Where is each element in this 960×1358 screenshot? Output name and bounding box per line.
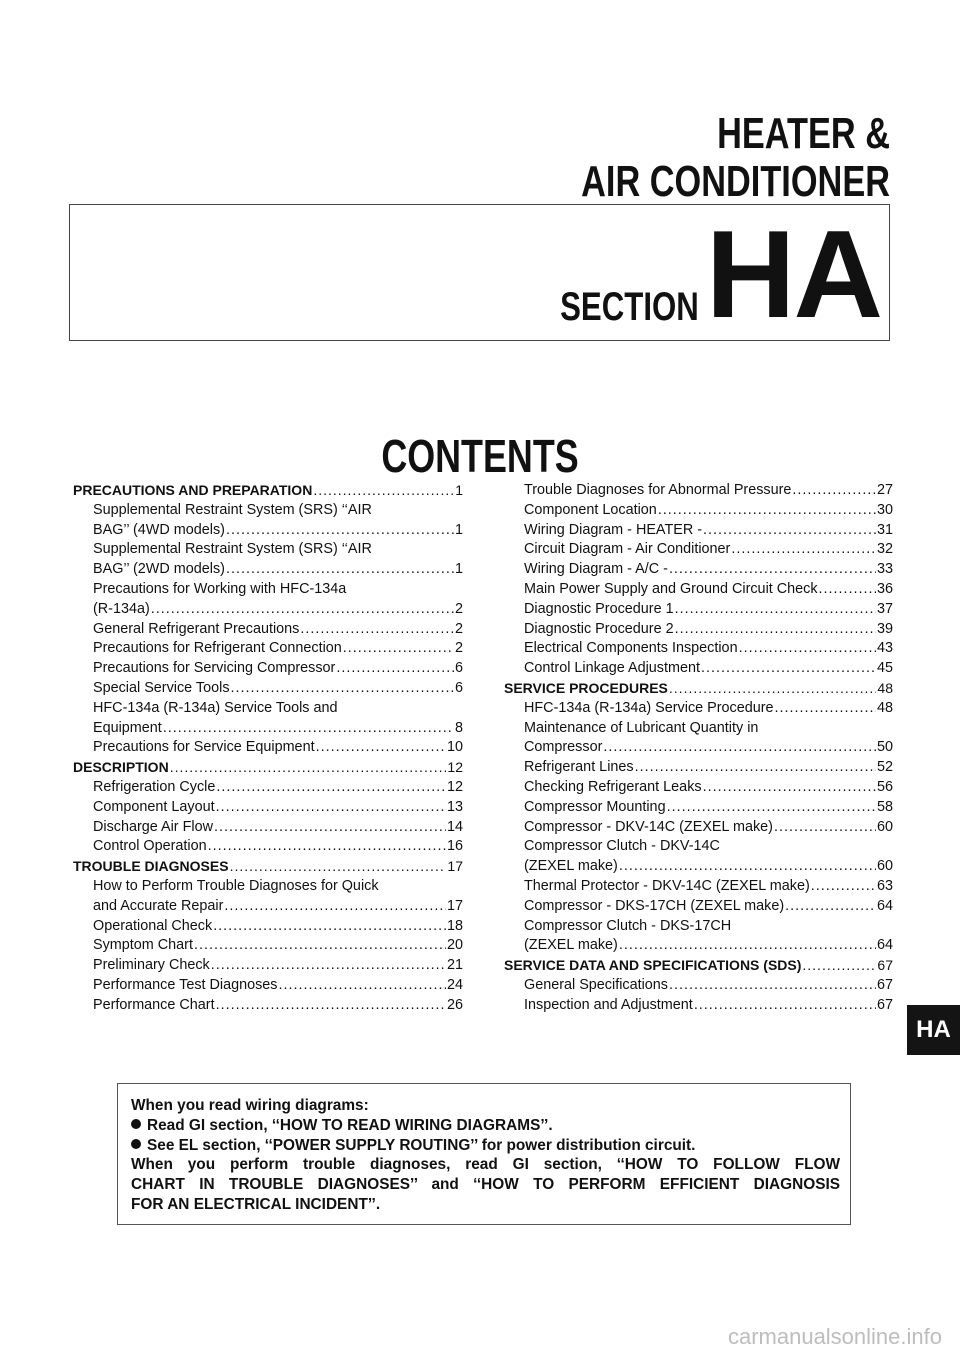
bullet-icon <box>131 1139 141 1149</box>
toc-entry[interactable] <box>73 620 463 640</box>
toc-leader-dots <box>811 877 876 897</box>
toc-leader-dots <box>703 778 876 798</box>
toc-entry-title: Control Operation <box>93 838 207 855</box>
toc-entry-title: Compressor - DKS-17CH (ZEXEL make) <box>524 897 785 914</box>
note-line-5: CHART IN TROUBLE DIAGNOSES’’ and ‘‘HOW TO PERFORM EFFICIENT DIAGNOSIS <box>131 1176 840 1194</box>
toc-entry-title: Checking Refrigerant Leaks <box>524 778 702 795</box>
toc-leader-dots <box>163 719 454 739</box>
toc-entry[interactable] <box>504 620 893 640</box>
wiring-diagram-note <box>117 1083 851 1225</box>
toc-entry[interactable] <box>73 976 463 996</box>
toc-entry-page: 14 <box>446 818 463 835</box>
toc-entry[interactable] <box>504 540 893 560</box>
toc-entry-title: Performance Chart <box>93 996 215 1013</box>
toc-leader-dots <box>214 818 446 838</box>
title-line-2: AIR CONDITIONER <box>581 157 890 206</box>
toc-entry-page: 17 <box>447 858 463 875</box>
toc-entry-title: Preliminary Check <box>93 957 210 974</box>
toc-entry-title: HFC-134a (R-134a) Service Tools and <box>93 699 338 716</box>
toc-entry[interactable] <box>504 996 893 1016</box>
toc-entry-page: 52 <box>876 759 893 776</box>
toc-entry[interactable] <box>73 818 463 838</box>
toc-entry[interactable] <box>504 659 893 679</box>
toc-entry-page: 18 <box>446 917 463 934</box>
toc-entry[interactable] <box>504 837 893 857</box>
toc-entry[interactable] <box>73 600 463 620</box>
toc-entry[interactable] <box>73 580 463 600</box>
toc-entry[interactable] <box>504 719 893 739</box>
toc-entry[interactable] <box>504 560 893 580</box>
toc-entry-page: 16 <box>446 838 463 855</box>
note-line-6: FOR AN ELECTRICAL INCIDENT’’. <box>131 1195 381 1213</box>
toc-entry[interactable] <box>504 798 893 818</box>
toc-leader-dots <box>669 976 876 996</box>
toc-entry-title: Wiring Diagram - HEATER - <box>524 521 703 538</box>
toc-entry-title: Discharge Air Flow <box>93 818 213 835</box>
note-bullet-1 <box>131 1116 840 1136</box>
section-banner <box>69 204 890 344</box>
toc-leader-dots <box>208 837 446 857</box>
toc-entry-title: PRECAUTIONS AND PREPARATION <box>73 482 313 498</box>
toc-leader-dots <box>658 501 876 521</box>
toc-entry[interactable] <box>73 778 463 798</box>
toc-entry-title: (ZEXEL make) <box>524 937 618 954</box>
toc-leader-dots <box>739 639 876 659</box>
toc-entry-title: BAG’’ (4WD models) <box>93 521 225 538</box>
toc-entry-title: Precautions for Refrigerant Connection <box>93 640 342 657</box>
toc-entry-page: 64 <box>876 937 893 954</box>
toc-leader-dots <box>226 560 454 580</box>
toc-leader-dots <box>675 600 876 620</box>
toc-entry-page: 2 <box>454 600 463 617</box>
toc-entry-page: 30 <box>876 501 893 518</box>
toc-left-column <box>73 481 463 1016</box>
toc-entry-page: 50 <box>876 739 893 756</box>
toc-entry[interactable] <box>504 818 893 838</box>
toc-leader-dots <box>675 620 876 640</box>
toc-entry-title: Main Power Supply and Ground Circuit Check <box>524 580 818 597</box>
toc-leader-dots <box>343 639 454 659</box>
toc-entry-page: 10 <box>446 739 463 756</box>
toc-entry-title: Trouble Diagnoses for Abnormal Pressure <box>524 482 792 498</box>
toc-entry-page: 37 <box>876 600 893 617</box>
toc-entry-page: 1 <box>454 561 463 578</box>
toc-entry[interactable] <box>73 501 463 521</box>
toc-entry-title: Maintenance of Lubricant Quantity in <box>524 719 759 736</box>
watermark-text: carmanualsonline.info <box>727 1324 942 1349</box>
toc-entry[interactable] <box>73 699 463 719</box>
toc-entry[interactable] <box>504 917 893 937</box>
toc-entry[interactable] <box>504 481 893 501</box>
toc-entry[interactable] <box>504 897 893 917</box>
toc-entry-title: Electrical Components Inspection <box>524 640 738 657</box>
toc-leader-dots <box>731 540 876 560</box>
toc-entry-page: 67 <box>877 957 893 974</box>
toc-entry-title: (ZEXEL make) <box>524 858 618 875</box>
toc-entry-title: How to Perform Trouble Diagnoses for Quick <box>93 877 379 894</box>
toc-leader-dots <box>300 620 454 640</box>
note-bullet-2-text: See EL section, ‘‘POWER SUPPLY ROUTING’’ for power distribution circuit. <box>147 1136 696 1154</box>
toc-leader-dots <box>216 996 446 1016</box>
toc-entry-page: 60 <box>876 858 893 875</box>
bullet-icon <box>131 1119 141 1129</box>
toc-entry-title: Precautions for Servicing Compressor <box>93 660 336 677</box>
toc-leader-dots <box>819 580 876 600</box>
note-line-1: When you read wiring diagrams: <box>131 1097 369 1114</box>
toc-leader-dots <box>313 481 454 501</box>
toc-entry-page: 36 <box>876 580 893 597</box>
toc-entry-title: SERVICE PROCEDURES <box>504 679 668 696</box>
toc-entry[interactable] <box>504 600 893 620</box>
toc-leader-dots <box>336 659 454 679</box>
toc-leader-dots <box>635 758 876 778</box>
toc-entry-title: Wiring Diagram - A/C - <box>524 561 668 578</box>
toc-entry[interactable] <box>504 758 893 778</box>
toc-leader-dots <box>194 936 446 956</box>
toc-entry-title: Special Service Tools <box>93 679 230 696</box>
toc-entry-title: Refrigerant Lines <box>524 759 634 776</box>
toc-entry-page: 32 <box>876 541 893 558</box>
toc-leader-dots <box>694 996 876 1016</box>
toc-entry[interactable] <box>73 639 463 659</box>
toc-leader-dots <box>279 976 446 996</box>
toc-entry-title: Symptom Chart <box>93 937 193 954</box>
toc-entry-page: 45 <box>876 660 893 677</box>
toc-entry-title: Circuit Diagram - Air Conditioner <box>524 541 731 558</box>
toc-entry-title: Performance Test Diagnoses <box>93 976 278 993</box>
toc-entry[interactable] <box>73 481 463 501</box>
toc-leader-dots <box>170 758 447 778</box>
toc-entry-page: 27 <box>876 482 893 498</box>
toc-leader-dots <box>231 679 454 699</box>
note-bullet-2 <box>131 1136 840 1156</box>
toc-entry[interactable] <box>73 738 463 758</box>
note-bullet-1-text: Read GI section, ‘‘HOW TO READ WIRING DIAGRAMS’’. <box>147 1116 553 1134</box>
toc-entry-title: Precautions for Working with HFC-134a <box>93 580 347 597</box>
toc-entry-title: Compressor Clutch - DKV-14C <box>524 838 720 855</box>
toc-entry-page: 48 <box>876 699 893 716</box>
toc-entry-page: 13 <box>446 798 463 815</box>
toc-entry-title: Control Linkage Adjustment <box>524 660 700 677</box>
toc-entry[interactable] <box>504 580 893 600</box>
toc-entry-title: Compressor <box>524 739 603 756</box>
toc-entry-title: Operational Check <box>93 917 213 934</box>
toc-entry-page: 12 <box>447 759 463 776</box>
toc-entry[interactable] <box>504 738 893 758</box>
toc-leader-dots <box>775 699 876 719</box>
toc-entry[interactable] <box>73 917 463 937</box>
toc-entry-page: 1 <box>455 482 463 498</box>
toc-entry-page: 67 <box>876 996 893 1013</box>
toc-entry[interactable] <box>504 857 893 877</box>
toc-entry-title: Diagnostic Procedure 1 <box>524 600 674 617</box>
toc-right-column <box>504 481 893 1016</box>
toc-entry[interactable] <box>504 639 893 659</box>
toc-leader-dots <box>669 560 876 580</box>
toc-leader-dots <box>703 521 876 541</box>
toc-entry[interactable] <box>73 877 463 897</box>
toc-entry-title: and Accurate Repair <box>93 897 224 914</box>
toc-entry-page: 26 <box>446 996 463 1013</box>
toc-leader-dots <box>774 818 876 838</box>
toc-entry-page: 67 <box>876 976 893 993</box>
toc-entry-page: 31 <box>876 521 893 538</box>
toc-entry-page: 12 <box>446 778 463 795</box>
toc-entry-page: 48 <box>877 679 893 696</box>
toc-leader-dots <box>669 679 877 699</box>
toc-entry-title: Compressor Mounting <box>524 798 666 815</box>
toc-leader-dots <box>230 857 447 877</box>
toc-entry-title: BAG’’ (2WD models) <box>93 561 225 578</box>
toc-entry-page: 33 <box>876 561 893 578</box>
toc-leader-dots <box>619 936 876 956</box>
toc-entry-title: Thermal Protector - DKV-14C (ZEXEL make) <box>524 877 810 894</box>
toc-entry-title: TROUBLE DIAGNOSES <box>73 858 229 875</box>
toc-entry[interactable] <box>504 521 893 541</box>
toc-entry[interactable] <box>73 857 463 877</box>
toc-entry[interactable] <box>73 936 463 956</box>
toc-entry-page: 24 <box>446 976 463 993</box>
toc-entry[interactable] <box>504 877 893 897</box>
toc-entry[interactable] <box>504 936 893 956</box>
toc-leader-dots <box>224 897 446 917</box>
toc-entry-title: Diagnostic Procedure 2 <box>524 620 674 637</box>
toc-leader-dots <box>226 521 454 541</box>
toc-entry-page: 20 <box>446 937 463 954</box>
toc-entry[interactable] <box>73 540 463 560</box>
toc-entry-title: Inspection and Adjustment <box>524 996 693 1013</box>
toc-entry-title: Supplemental Restraint System (SRS) ‘‘AIR <box>93 501 372 518</box>
toc-entry[interactable] <box>73 897 463 917</box>
contents-heading: CONTENTS <box>381 430 579 482</box>
toc-entry-title: Equipment <box>93 719 162 736</box>
toc-entry-page: 1 <box>454 521 463 538</box>
toc-entry[interactable] <box>73 679 463 699</box>
toc-leader-dots <box>701 659 876 679</box>
toc-entry-page: 56 <box>876 778 893 795</box>
toc-entry-page: 60 <box>876 818 893 835</box>
toc-entry-page: 63 <box>876 877 893 894</box>
toc-entry[interactable] <box>504 976 893 996</box>
section-label: SECTION <box>560 285 699 329</box>
toc-entry-page: 17 <box>446 897 463 914</box>
toc-entry-page: 39 <box>876 620 893 637</box>
toc-entry[interactable] <box>504 501 893 521</box>
toc-leader-dots <box>603 738 876 758</box>
toc-leader-dots <box>213 917 446 937</box>
toc-entry[interactable] <box>73 837 463 857</box>
toc-entry[interactable] <box>73 996 463 1016</box>
toc-entry-title: General Refrigerant Precautions <box>93 620 300 637</box>
toc-entry[interactable] <box>73 521 463 541</box>
toc-entry[interactable] <box>73 659 463 679</box>
toc-entry-page: 2 <box>454 620 463 637</box>
toc-entry-title: DESCRIPTION <box>73 759 169 776</box>
toc-entry[interactable] <box>504 679 893 699</box>
toc-entry[interactable] <box>504 699 893 719</box>
toc-entry-page: 2 <box>454 640 463 657</box>
toc-entry-page: 6 <box>454 660 463 677</box>
toc-leader-dots <box>211 956 446 976</box>
toc-entry-page: 6 <box>454 679 463 696</box>
toc-entry[interactable] <box>73 758 463 778</box>
toc-entry-page: 43 <box>876 640 893 657</box>
toc-leader-dots <box>216 798 446 818</box>
toc-entry-title: Precautions for Service Equipment <box>93 739 315 756</box>
toc-entry-page: 21 <box>446 957 463 974</box>
toc-entry[interactable] <box>504 956 893 976</box>
toc-entry[interactable] <box>73 560 463 580</box>
section-code: HA <box>705 206 881 344</box>
toc-entry[interactable] <box>73 719 463 739</box>
toc-leader-dots <box>667 798 876 818</box>
toc-entry-title: Component Location <box>524 501 657 518</box>
toc-entry-page: 64 <box>876 897 893 914</box>
toc-entry-title: (R-134a) <box>93 600 150 617</box>
toc-leader-dots <box>802 956 876 976</box>
toc-entry-title: Component Layout <box>93 798 215 815</box>
toc-leader-dots <box>151 600 454 620</box>
toc-entry-page: 8 <box>454 719 463 736</box>
toc-leader-dots <box>785 897 876 917</box>
toc-entry-title: SERVICE DATA AND SPECIFICATIONS (SDS) <box>504 957 802 974</box>
toc-leader-dots <box>619 857 876 877</box>
toc-entry-title: General Specifications <box>524 976 668 993</box>
toc-entry-title: HFC-134a (R-134a) Service Procedure <box>524 699 774 716</box>
toc-leader-dots <box>216 778 446 798</box>
title-line-1: HEATER & <box>717 109 890 158</box>
toc-entry-title: Compressor - DKV-14C (ZEXEL make) <box>524 818 773 835</box>
toc-entry[interactable] <box>73 956 463 976</box>
toc-entry-title: Compressor Clutch - DKS-17CH <box>524 917 732 934</box>
section-side-tab[interactable]: HA <box>907 1005 960 1055</box>
page-title <box>581 110 890 206</box>
toc-entry[interactable] <box>504 778 893 798</box>
toc-entry-title: Refrigeration Cycle <box>93 778 216 795</box>
toc-entry-page: 58 <box>876 798 893 815</box>
note-line-4: When you perform trouble diagnoses, read GI section, ‘‘HOW TO FOLLOW FLOW <box>131 1156 840 1174</box>
toc-leader-dots <box>792 481 876 501</box>
toc-entry[interactable] <box>73 798 463 818</box>
toc-entry-title: Supplemental Restraint System (SRS) ‘‘AIR <box>93 541 372 558</box>
toc-leader-dots <box>316 738 446 758</box>
